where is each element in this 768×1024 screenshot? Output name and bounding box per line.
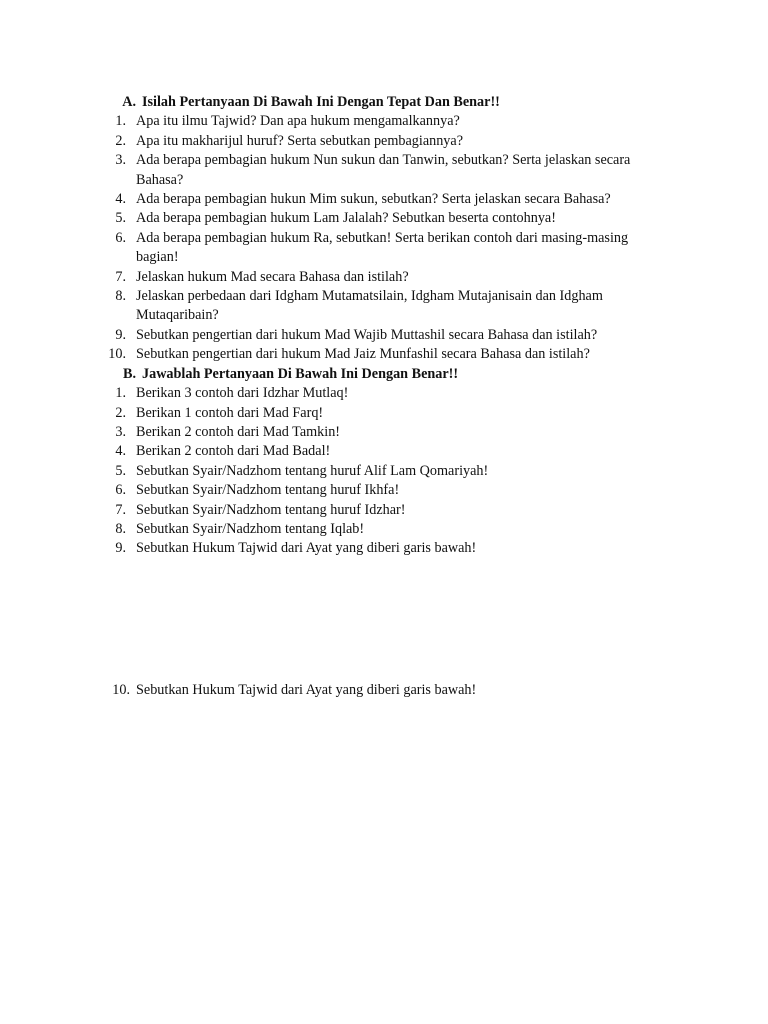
item-text: Berikan 3 contoh dari Idzhar Mutlaq! [136, 385, 349, 402]
item-text: Berikan 2 contoh dari Mad Tamkin! [136, 423, 341, 440]
item-text: Apa itu ilmu Tajwid? Dan apa hukum mengamalkannya? [136, 113, 460, 130]
item-text: Sebutkan Syair/Nadzhom tentang Iqlab! [136, 520, 365, 537]
section-b-item-10 [0, 681, 700, 700]
item-number: 2. [115, 404, 126, 421]
section-a-item-1 [0, 112, 700, 131]
section-a-item-7 [0, 268, 700, 287]
section-a-item-4 [0, 190, 700, 209]
section-a-item-3 [0, 151, 700, 190]
item-text: Jelaskan perbedaan dari Idgham Mutamatsilain, Idgham Mutajanisain dan Idgham Mutaqaribain? [136, 288, 603, 324]
item-number: 9. [115, 326, 126, 343]
item-number: 4. [115, 443, 126, 460]
section-a-item-2 [0, 132, 700, 151]
item-number: 2. [115, 132, 126, 149]
section-a-item-5 [0, 209, 700, 228]
item-text: Berikan 2 contoh dari Mad Badal! [136, 443, 331, 460]
item-text: Sebutkan Syair/Nadzhom tentang huruf Alif Lam Qomariyah! [136, 462, 489, 479]
section-b-item-8 [0, 520, 700, 539]
item-text: Sebutkan Syair/Nadzhom tentang huruf Idzhar! [136, 501, 406, 518]
item-text: Sebutkan pengertian dari hukum Mad Jaiz Munfashil secara Bahasa dan istilah? [136, 346, 590, 363]
section-a-item-9 [0, 326, 700, 345]
section-a-item-6 [0, 229, 700, 268]
section-b-item-4 [0, 442, 700, 461]
item-text: Ada berapa pembagian hukun Mim sukun, sebutkan? Serta jelaskan secara Bahasa? [136, 191, 611, 208]
item-text: Sebutkan Syair/Nadzhom tentang huruf Ikhfa! [136, 482, 400, 499]
item-number: 7. [115, 268, 126, 285]
item-number: 1. [115, 113, 126, 130]
item-text: Jelaskan hukum Mad secara Bahasa dan istilah? [136, 268, 409, 285]
item-text: Apa itu makharijul huruf? Serta sebutkan pembagiannya? [136, 132, 463, 149]
section-a-item-8 [0, 287, 700, 326]
section-b-heading [0, 365, 700, 384]
item-text: Ada berapa pembagian hukum Nun sukun dan Tanwin, sebutkan? Serta jelaskan secara Bahasa? [136, 152, 631, 188]
item-number: 4. [115, 191, 126, 208]
item-number: 6. [115, 229, 126, 246]
item-number: 1. [115, 385, 126, 402]
section-b-item-1 [0, 384, 700, 403]
section-a-letter: A. [122, 94, 136, 110]
section-a-list [0, 112, 700, 364]
item-number: 9. [115, 540, 126, 557]
item-number: 8. [115, 288, 126, 305]
section-b-item-9 [0, 539, 700, 558]
section-b-title: Jawablah Pertanyaan Di Bawah Ini Dengan Benar!! [142, 365, 459, 382]
section-b-item-6 [0, 481, 700, 500]
item-number: 8. [115, 520, 126, 537]
item-text: Berikan 1 contoh dari Mad Farq! [136, 404, 324, 421]
item-number: 3. [115, 152, 126, 169]
section-b-item-3 [0, 423, 700, 442]
item-text: Ada berapa pembagian hukum Lam Jalalah? Sebutkan beserta contohnya! [136, 210, 556, 227]
item-number: 10. [108, 346, 126, 363]
item-text: Sebutkan Hukum Tajwid dari Ayat yang diberi garis bawah! [136, 682, 477, 698]
section-b-letter: B. [122, 365, 136, 382]
item-number: 5. [115, 462, 126, 479]
item-number: 3. [115, 423, 126, 440]
item-text: Sebutkan Hukum Tajwid dari Ayat yang diberi garis bawah! [136, 540, 477, 557]
section-a-title: Isilah Pertanyaan Di Bawah Ini Dengan Tepat Dan Benar!! [142, 94, 500, 110]
section-a-item-10 [0, 345, 700, 364]
section-a-heading [0, 93, 700, 112]
section-b-list [0, 384, 700, 559]
item-text: Sebutkan pengertian dari hukum Mad Wajib Muttashil secara Bahasa dan istilah? [136, 326, 598, 343]
section-a [0, 93, 700, 559]
item-number: 7. [115, 501, 126, 518]
item-text: Ada berapa pembagian hukum Ra, sebutkan! Serta berikan contoh dari masing-masing bagian! [136, 229, 629, 266]
section-b-item-5 [0, 462, 700, 481]
item-number: 5. [115, 210, 126, 227]
section-b-item-2 [0, 404, 700, 423]
item-number: 6. [115, 482, 126, 499]
section-b-item-7 [0, 501, 700, 520]
item-number: 10. [112, 682, 130, 698]
